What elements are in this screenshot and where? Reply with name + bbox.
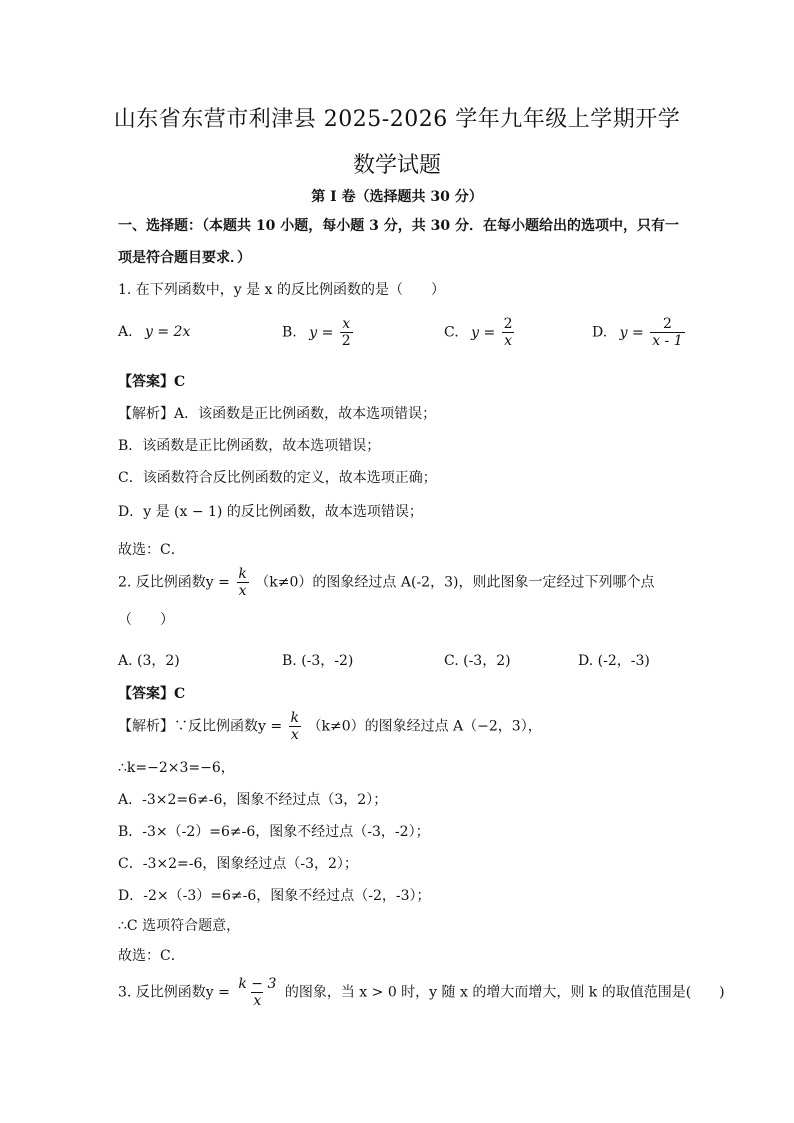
q1-option-d-label: D. bbox=[592, 324, 608, 341]
q3-stem-denominator: x bbox=[253, 993, 262, 1009]
q1-option-c-lhs: y = bbox=[471, 324, 496, 341]
q3-stem-pre: 3. 反比例函数y = bbox=[118, 984, 230, 1001]
q3-stem-numerator: k − 3 bbox=[238, 976, 277, 992]
document-title-line1: 山东省东营市利津县 2025-2026 学年九年级上学期开学 bbox=[113, 107, 681, 132]
q2-conclusion: 故选：C． bbox=[118, 948, 185, 964]
q1-option-b-denominator: 2 bbox=[341, 333, 351, 349]
q1-option-d-numerator: 2 bbox=[662, 316, 672, 332]
q2-stem bbox=[118, 566, 654, 599]
q1-option-b-numerator: x bbox=[342, 316, 351, 332]
q1-option-d-fraction bbox=[650, 316, 684, 349]
q2-analysis-pre: 【解析】∵反比例函数y = bbox=[118, 718, 283, 735]
q1-analysis-b: B．该函数是正比例函数，故本选项错误； bbox=[118, 438, 381, 454]
q2-analysis-intro bbox=[118, 710, 542, 743]
q2-analysis-denominator: x bbox=[290, 727, 299, 743]
q1-option-b-label: B. bbox=[282, 324, 297, 341]
q1-option-c bbox=[444, 316, 517, 349]
q1-option-a-expr: y = 2x bbox=[145, 324, 191, 340]
q2-step-a: A．-3×2=6≠-6，图象不经过点（3，2）； bbox=[118, 792, 388, 808]
q2-therefore: ∴C 选项符合题意， bbox=[118, 918, 241, 934]
q1-analysis-d: D．y 是 (x − 1) 的反比例函数，故本选项错误； bbox=[118, 504, 423, 520]
q2-stem-fraction bbox=[236, 566, 248, 599]
q3-stem-post: 的图象，当 x > 0 时，y 随 x 的增大而增大，则 k 的取值范围是( ) bbox=[284, 984, 725, 1001]
q1-option-c-fraction bbox=[502, 316, 515, 349]
q2-option-d: D. (-2，-3) bbox=[578, 653, 650, 669]
q2-step-d: D．-2×（-3）=6≠-6，图象不经过点（-2，-3）； bbox=[118, 888, 431, 904]
q1-analysis-a: 【解析】A．该函数是正比例函数，故本选项错误； bbox=[118, 406, 437, 422]
q1-option-d bbox=[592, 316, 687, 349]
q2-stem-post: （k≠0）的图象经过点 A(-2，3)，则此图象一定经过下列哪个点 bbox=[255, 574, 655, 591]
q2-stem-numerator: k bbox=[238, 566, 247, 582]
q2-stem-paren: （ ） bbox=[118, 612, 174, 628]
q1-option-c-numerator: 2 bbox=[503, 316, 513, 332]
q1-answer: 【答案】C bbox=[118, 374, 186, 390]
q2-option-b: B. (-3，-2) bbox=[282, 653, 354, 669]
q1-stem: 1. 在下列函数中，y 是 x 的反比例函数的是（ ） bbox=[118, 282, 445, 298]
q2-stem-pre: 2. 反比例函数y = bbox=[118, 574, 230, 591]
q1-option-b-lhs: y = bbox=[309, 324, 334, 341]
q2-analysis-post: （k≠0）的图象经过点 A（−2，3）， bbox=[307, 718, 542, 735]
q1-option-b-fraction bbox=[340, 316, 353, 349]
q2-step-k: ∴k=−2×3=−6， bbox=[118, 760, 235, 776]
q1-option-d-lhs: y = bbox=[619, 324, 644, 341]
q1-option-c-label: C. bbox=[444, 324, 459, 341]
section-instructions-line1: 一、选择题：（本题共 10 小题，每小题 3 分，共 30 分．在每小题给出的选项中，只有一 bbox=[118, 218, 679, 234]
q2-option-c: C. (-3，2) bbox=[444, 653, 511, 669]
q2-option-a: A. (3，2) bbox=[118, 653, 180, 669]
volume-heading: 第 I 卷（选择题共 30 分） bbox=[311, 189, 483, 205]
q2-analysis-numerator: k bbox=[290, 710, 300, 726]
q1-option-d-denominator: x - 1 bbox=[652, 333, 683, 349]
q1-option-a-label: A. bbox=[118, 324, 133, 340]
section-instructions-line2: 项是符合题目要求．） bbox=[118, 250, 251, 266]
document-title-line2: 数学试题 bbox=[352, 153, 441, 178]
q2-stem-denominator: x bbox=[238, 583, 247, 599]
q2-step-b: B．-3×（-2）=6≠-6，图象不经过点（-3，-2）； bbox=[118, 824, 430, 840]
q1-conclusion: 故选：C． bbox=[118, 542, 185, 558]
q3-stem bbox=[118, 976, 725, 1009]
q3-stem-fraction bbox=[236, 976, 278, 1009]
q1-option-b bbox=[282, 316, 355, 349]
q1-analysis-c: C．该函数符合反比例函数的定义，故本选项正确； bbox=[118, 470, 437, 486]
q1-option-a bbox=[118, 324, 190, 340]
q2-analysis-fraction bbox=[289, 710, 301, 743]
q1-option-c-denominator: x bbox=[504, 333, 513, 349]
q2-answer: 【答案】C bbox=[118, 686, 186, 702]
q2-step-c: C．-3×2=-6，图象经过点（-3，2）； bbox=[118, 856, 358, 872]
